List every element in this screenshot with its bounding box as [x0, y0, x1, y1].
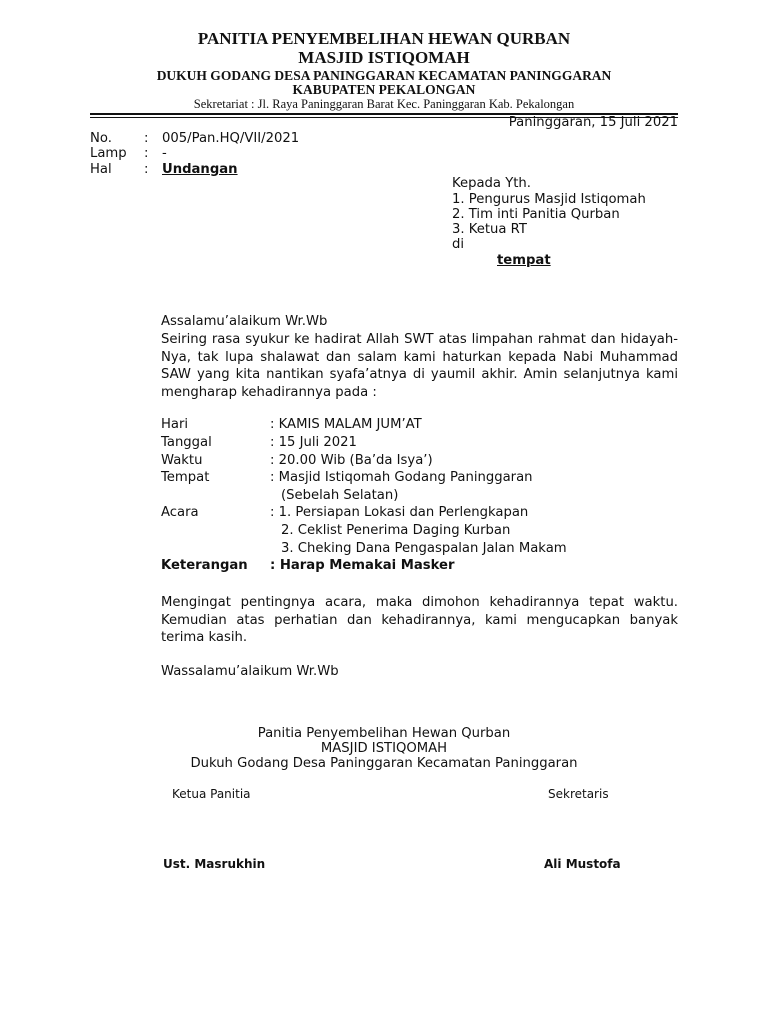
detail-value-tanggal: : 15 Juli 2021 [270, 435, 357, 450]
detail-value-acara-3: 3. Cheking Dana Pengaspalan Jalan Makam [281, 541, 567, 556]
meta-colon: : [144, 162, 149, 177]
greeting: Assalamu’alaikum Wr.Wb [161, 314, 328, 329]
farewell: Wassalamu’alaikum Wr.Wb [161, 664, 339, 679]
recipient-item: 2. Tim inti Panitia Qurban [452, 207, 620, 222]
signature-org3: Dukuh Godang Desa Paninggaran Kecamatan Paninggaran [190, 756, 578, 771]
recipient-di: di [452, 237, 465, 252]
detail-value-hari: : KAMIS MALAM JUM’AT [270, 417, 422, 432]
detail-label-waktu: Waktu [161, 453, 203, 468]
letterhead-sub2: KABUPATEN PEKALONGAN [292, 82, 476, 97]
meta-colon: : [144, 131, 149, 146]
recipient-place: tempat [497, 253, 551, 268]
detail-value-acara-2: 2. Ceklist Penerima Daging Kurban [281, 523, 511, 538]
meta-value-hal: Undangan [162, 162, 238, 177]
meta-colon: : [144, 146, 149, 161]
signature-org2: MASJID ISTIQOMAH [320, 741, 448, 756]
detail-value-waktu: : 20.00 Wib (Ba’da Isya’) [270, 453, 433, 468]
signature-right-name: Ali Mustofa [544, 857, 621, 871]
meta-value-no: 005/Pan.HQ/VII/2021 [162, 131, 300, 146]
detail-label-keterangan: Keterangan [161, 558, 248, 573]
detail-label-tempat: Tempat [161, 470, 210, 485]
letter-date: Paninggaran, 15 Juli 2021 [508, 115, 678, 130]
opening-paragraph: Seiring rasa syukur ke hadirat Allah SWT atas limpahan rahmat dan hidayah-Nya, tak lupa shalawat dan salam kami haturkan kepada Nabi Muhammad SAW yang kita nantikan syafa’atnya di yaumil akhir. Amin selanjutnya kami mengharap kehadirannya pada : [161, 332, 678, 400]
detail-value-keterangan: : Harap Memakai Masker [270, 558, 455, 573]
meta-label-no: No. [90, 131, 112, 146]
recipient-item: 1. Pengurus Masjid Istiqomah [452, 192, 646, 207]
signature-org1: Panitia Penyembelihan Hewan Qurban [257, 726, 511, 741]
detail-value-acara-1: : 1. Persiapan Lokasi dan Perlengkapan [270, 505, 529, 520]
letterhead-sub1: DUKUH GODANG DESA PANINGGARAN KECAMATAN PANINGGARAN [156, 68, 612, 83]
letterhead-title: PANITIA PENYEMBELIHAN HEWAN QURBAN [197, 29, 571, 48]
detail-value-tempat-note: (Sebelah Selatan) [281, 488, 399, 503]
letterhead-address: Sekretariat : Jl. Raya Paninggaran Barat Kec. Paninggaran Kab. Pekalongan [193, 97, 575, 111]
signature-left-name: Ust. Masrukhin [163, 857, 266, 871]
signature-right-role: Sekretaris [548, 787, 609, 801]
signature-left-role: Ketua Panitia [172, 787, 251, 801]
meta-label-lamp: Lamp [90, 146, 127, 161]
recipient-item: 3. Ketua RT [452, 222, 527, 237]
meta-label-hal: Hal [90, 162, 112, 177]
recipient-intro: Kepada Yth. [452, 176, 531, 191]
detail-label-hari: Hari [161, 417, 189, 432]
detail-label-tanggal: Tanggal [161, 435, 212, 450]
meta-value-lamp: - [162, 146, 167, 161]
letterhead-mosque: MASJID ISTIQOMAH [298, 48, 470, 67]
detail-value-tempat: : Masjid Istiqomah Godang Paninggaran [270, 470, 533, 485]
detail-label-acara: Acara [161, 505, 199, 520]
closing-paragraph: Mengingat pentingnya acara, maka dimohon kehadirannya tepat waktu. Kemudian atas perhatian dan kehadirannya, kami mengucapkan banyak terima kasih. [161, 595, 678, 646]
